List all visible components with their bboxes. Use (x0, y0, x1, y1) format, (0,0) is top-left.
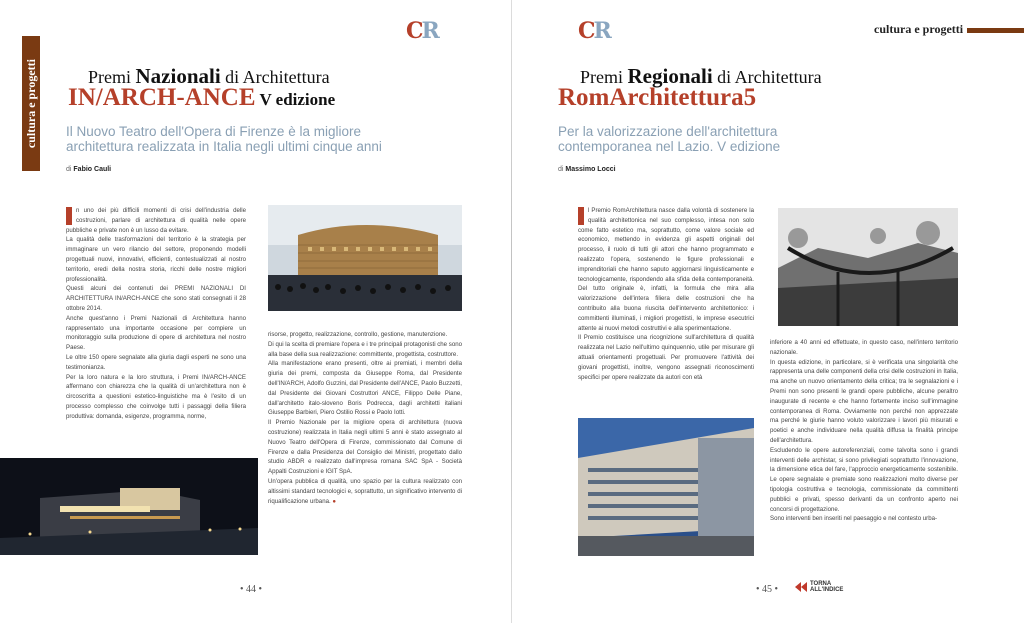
modern-building-photo (578, 418, 754, 556)
page-number-44: • 44 • (240, 584, 263, 595)
cr-logo: CR (406, 18, 438, 44)
left-column-1: n uno dei più difficili momenti di crisi dell'industria delle costruzioni, parlare di architettura di qualità nelle opere pubbliche e private non è un lusso da evitare. La qualità delle trasformazioni del territorio è la strategia per immaginare un vero rilancio del settore, proponendo modelli progettuali nuovi, innovativi, efficienti, contestualizzati al nostro territorio, eredi della nostra storia, ricchi delle nostre migliori professionalità. Questi alcuni dei contenuti dei PREMI NAZIONALI DI ARCHITETTURA IN/ARCH-ANCE che sono stati consegnati il 28 ottobre 2014. Anche quest'anno i Premi Nazionali di Architettura hanno rappresentato una importante occasione per compiere un monitoraggio sulla produzione di opere di architettura nel nostro Paese. Le oltre 150 opere segnalate alla giuria dagli esperti ne sono una testimonianza. Per la loro natura e la loro struttura, i Premi IN/ARCH-ANCE affermano con chiarezza che la qualità di un'architettura non è circoscritta a questioni estetico-linguistiche ma è l'esito di un processo complesso che coinvolge tutti i passaggi della filiera produttiva: domanda, esigenze, programma, norme, (66, 207, 246, 420)
subtitle: Il Nuovo Teatro dell'Opera di Firenze è la migliore architettura realizzata in Italia negli ultimi cinque anni (66, 124, 382, 154)
side-tab: cultura e progetti (22, 36, 40, 171)
header-bar (967, 28, 1024, 33)
byline: di Massimo Locci (558, 166, 616, 173)
title-line2: IN/ARCH-ANCE V edizione (68, 84, 336, 111)
right-column-2: inferiore a 40 anni ed effettuate, in questo caso, nell'intero territorio nazionale. In questa edizione, in particolare, si è verificata una singolarità che rappresenta una delle componenti della crisi delle costruzioni in Italia, ma anche un nuovo orientamento della critica; tra le segnalazioni e i Premi non sono presenti le grandi opere pubbliche, alcune peraltro inaugurate di recente e che hanno fortemente inciso sull'immagine contemporanea di Roma. Ovviamente non perché non apprezzate ma perché le giurie hanno voluto valorizzare i lavori più misurati e poetici e anche individuare nella qualità diffusa la finalità principe dell'architettura. Escludendo le opere autoreferenziali, come talvolta sono i grandi interventi delle archistar, si sono privilegiati soprattutto l'innovazione, la dimensione etica del fare, l'approccio energeticamente sostenibile. Le opere segnalate e premiate sono realizzazioni molto diverse per tipologia costruttiva e tecnologia, commissionate da committenti pubblici e privati, spesso derivanti da un confronto aperto nei concorsi di progettazione. Sono interventi ben inseriti nel paesaggio e nel contesto urba- (770, 339, 958, 523)
right-page (512, 0, 1024, 623)
bridge-photo (778, 208, 958, 326)
title-line2: RomArchitettura5 (558, 84, 757, 111)
end-mark-icon: ● (332, 497, 337, 505)
subtitle: Per la valorizzazione dell'architettura contemporanea nel Lazio. V edizione (558, 124, 781, 154)
back-to-index-button[interactable]: TORNA ALL'INDICE (795, 581, 843, 593)
right-column-1: l Premio RomArchitettura nasce dalla volontà di sostenere la qualità architettonica nel suo complesso, intesa non solo come fatto estetico ma, soprattutto, come valore sociale ed economico, mettendo in evidenza gli aspetti originali del processo, il ruolo di tutti gli attori che hanno programmato e realizzato l'opera, sostenendo le figure professionali e imprenditoriali che hanno saputo aggiornarsi linguisticamente e tecnologicamente, rispondendo alla sfida della contemporaneità. Del tutto originale è, infatti, la formula che mira alla valorizzazione dell'intera filiera delle costruzioni che ha contribuito alla buona riuscita dell'intervento architettonico: i committenti illuminati, i migliori progettisti, le imprese esecutrici attente ai nuovi metodi costruttivi e alla sperimentazione. Il Premio costituisce una ricognizione sull'architettura di qualità realizzata nel Lazio nell'ultimo quinquennio, utile per misurare gli attuali orientamenti progettuali. Per promuovere l'attività dei giovani progettisti, inoltre, vengono assegnati riconoscimenti specifici per opere realizzate da autori con età (578, 207, 754, 381)
dropcap (66, 207, 72, 225)
cr-logo: CR (578, 18, 610, 44)
title-line1: Premi Regionali di Architettura (580, 64, 822, 88)
section-header: cultura e progetti (874, 22, 964, 36)
page-number-45: • 45 • (756, 584, 779, 595)
night-building-photo (0, 458, 258, 555)
opera-theatre-photo (268, 205, 462, 311)
dropcap (578, 207, 584, 225)
title-line1: Premi Nazionali di Architettura (88, 64, 330, 88)
back-arrow-icon (795, 582, 807, 592)
byline: di Fabio Cauli (66, 166, 112, 173)
left-column-2: risorse, progetto, realizzazione, controllo, gestione, manutenzione. Di qui la scelta di premiare l'opera e i tre principali protagonisti che sono alla base della sua realizzazione: committente, progettista, costruttore. Alla manifestazione erano presenti, oltre ai premiati, i membri della giuria dei premi, composta da Giuseppe Roma, dal Presidente dell'IN/ARCH, Adolfo Guzzini, dal Presidente dell'ANCE, Paolo Buzzetti, dal Presidente dei Giovani Costruttori ANCE, Filippo Delle Piane, dall'architetto italo-sloveno Boris Podrecca, dagli architetti italiani Giuseppe Barbieri, Piero Ostilio Rossi e Paolo Iotti. Il Premio Nazionale per la migliore opera di architettura (nuova costruzione) realizzata in Italia negli ultimi 5 anni è stato assegnato al Nuovo Teatro dell'Opera di Firenze, commissionato dal Comune di Firenze e dalla Presidenza del Consiglio dei Ministri, progettato dallo studio ABDR e realizzato dall'impresa romana SAC SpA - Società Appalti Costruzioni e IGIT SpA. Un'opera pubblica di qualità, uno spazio per la cultura realizzato con altissimi standard tecnologici e, soprattutto, un significativo intervento di riqualificazione urbana. ● (268, 331, 462, 505)
